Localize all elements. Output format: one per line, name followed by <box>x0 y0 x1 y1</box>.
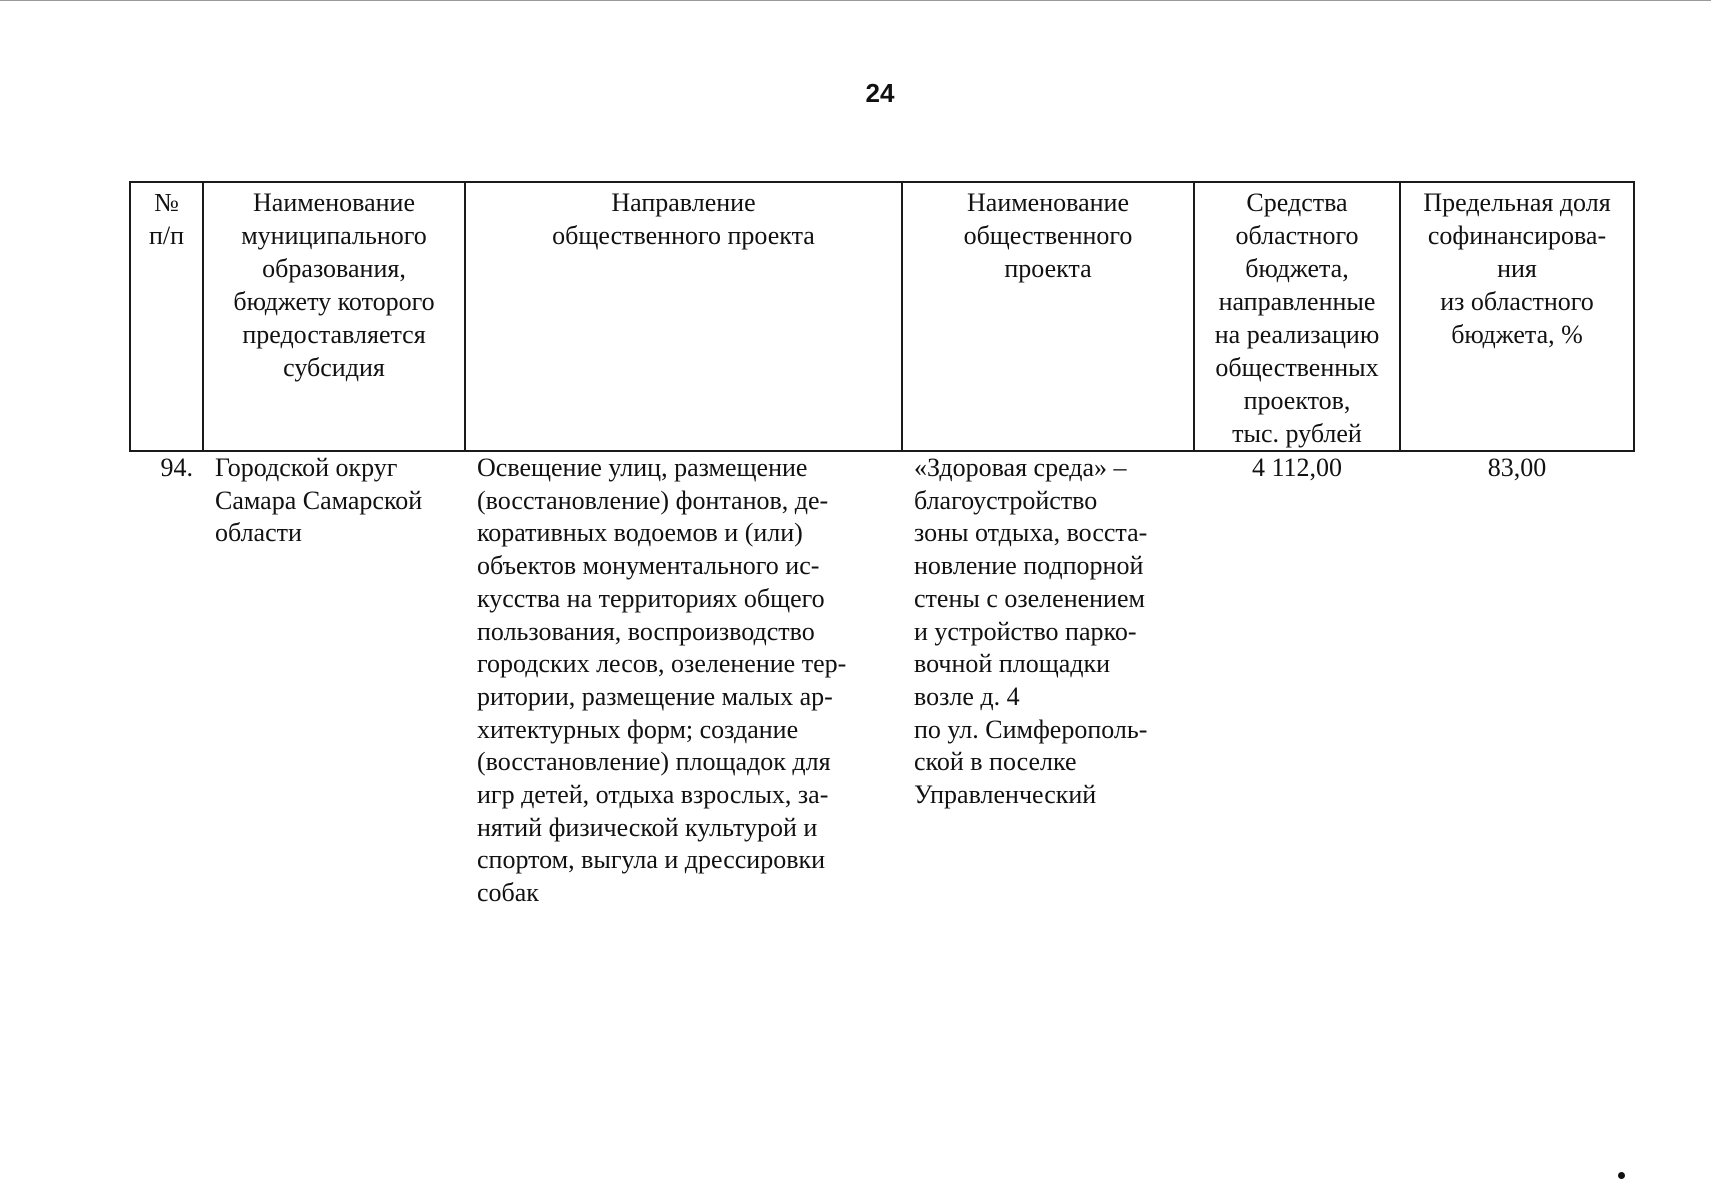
header-number: № п/п <box>130 182 203 451</box>
header-project-direction: Направление общественного проекта <box>465 182 902 451</box>
table-row <box>130 451 1634 910</box>
row-number: 94. <box>160 453 193 482</box>
row-max-share: 83,00 <box>1487 453 1547 482</box>
header-project-name: Наименование общественного проекта <box>902 182 1194 451</box>
table-header-row <box>130 182 1634 451</box>
header-max-share: Предельная доля софинансирова- ния из областного бюджета, % <box>1400 182 1634 451</box>
row-municipality: Городской округ Самара Самарской области <box>215 453 423 548</box>
row-project-direction: Освещение улиц, размещение (восстановление) фонтанов, де- коративных водоемов и (или) объектов монументального ис- кусства на территориях общего пользования, воспроизводство городских лесов, озеленение тер- ритории, размещение малых ар- хитектурных форм; создание (восстановление) площадок для игр детей, отдыха взрослых, за- нятий физической культурой и спортом, выгула и дрессировки собак <box>477 453 847 908</box>
header-budget-funds: Средства областного бюджета, направленные на реализацию общественных проектов, тыс. рублей <box>1194 182 1400 451</box>
row-budget-funds: 4 112,00 <box>1251 453 1343 482</box>
row-project-name: «Здоровая среда» – благоустройство зоны отдыха, восста- новление подпорной стены с озеленением и устройство парко- вочной площадки возле д. 4 по ул. Симферополь- ской в поселке Управленческий <box>914 453 1148 810</box>
page-top-edge <box>0 0 1711 1</box>
page-number: 24 <box>865 78 895 108</box>
scan-speck <box>1618 1172 1625 1179</box>
projects-table <box>129 181 1635 910</box>
header-municipality: Наименование муниципального образования, бюджету которого предоставляется субсидия <box>203 182 465 451</box>
